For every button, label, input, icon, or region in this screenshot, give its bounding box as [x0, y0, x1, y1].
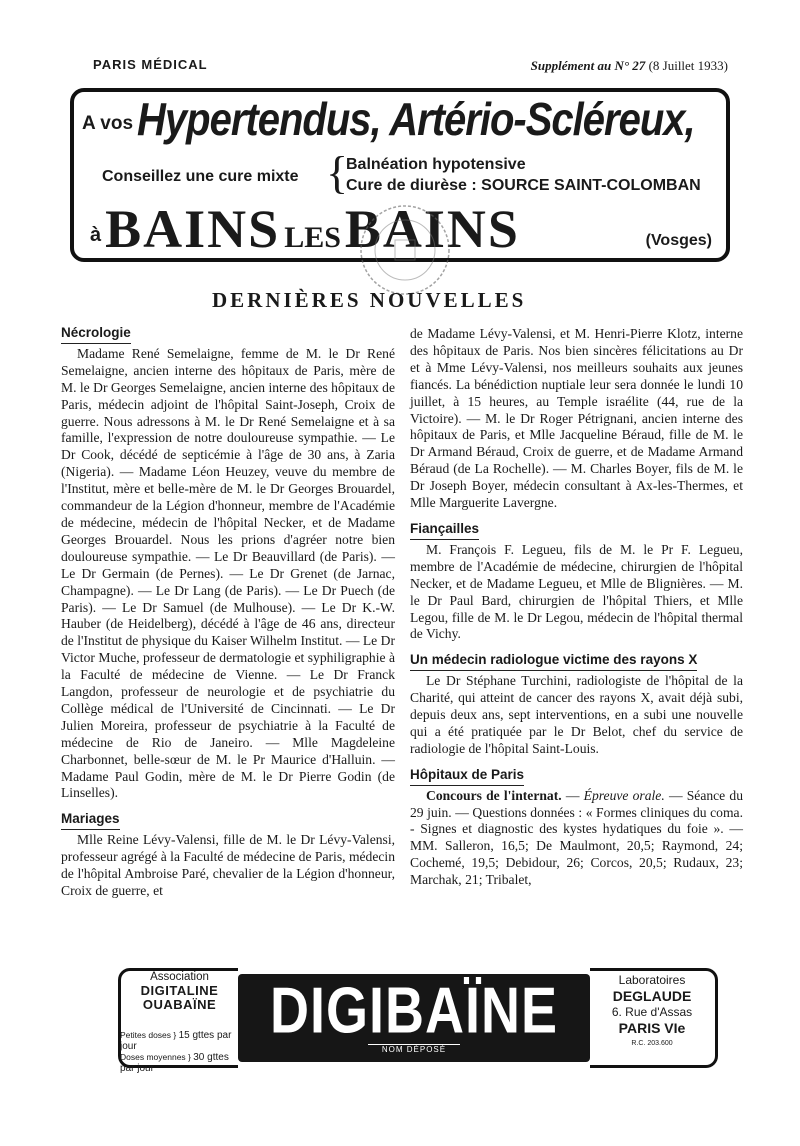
dose-mid-label: Doses moyennes — [120, 1052, 186, 1062]
heading-hopitaux: Hôpitaux de Paris — [410, 767, 524, 786]
lab-line-4: PARIS VIe — [618, 1020, 686, 1036]
advert-prefix: A vos — [82, 113, 134, 134]
brace-glyph: { — [326, 147, 349, 198]
running-header-issue — [531, 58, 728, 74]
lab-line-5: R.C. 203.600 — [631, 1040, 673, 1047]
advert-digibaine — [118, 968, 718, 1074]
issue-number: Supplément au N° 27 — [530, 58, 646, 73]
advert-a: à — [90, 224, 102, 246]
running-header-journal: PARIS MÉDICAL — [93, 57, 208, 72]
assoc-line-3: OUABAÏNE — [142, 997, 217, 1012]
advert-bains-2: BAINS — [344, 199, 520, 259]
column-right — [410, 326, 743, 893]
lab-line-2: DEGLAUDE — [612, 988, 692, 1004]
advert-region: (Vosges) — [645, 232, 712, 249]
heading-fiancailles: Fiançailles — [410, 521, 479, 540]
advert-les: LES — [284, 221, 341, 254]
advert-headline-line — [82, 94, 695, 146]
advert-cures — [346, 154, 701, 196]
paragraph-mariages-continued: de Madame Lévy-Valensi, et M. Henri-Pierre Klotz, interne des hôpitaux de Paris. Nos bien sincères félicitations au Dr et à Mme Lévy-Valensi, nos meilleurs souhaits aux jeunes fiancés. La bénédiction nuptiale leur sera donnée le lundi 10 juillet, à 15 heures, au Temple israélite (44, rue de la Victoire). — M. le Dr Roger Pétrignani, ancien interne des hôpitaux de Paris, et Mlle Jacqueline Béraud, fille de M. le Dr Armand Béraud, Croix de guerre, et de Madame Armand Béraud (de La Rochelle). — M. Charles Boyer, fils de M. le Dr Joseph Boyer, médecin consultant à Ax-les-Thermes, et Mlle Marguerite Lavergne. — [410, 326, 743, 511]
advert-cure-1: Balnéation hypotensive — [346, 156, 526, 173]
advert-cure-2: Cure de diurèse : SOURCE SAINT-COLOMBAN — [346, 177, 701, 194]
issue-date: (8 Juillet 1933) — [648, 58, 728, 73]
advert-advice: Conseillez une cure mixte — [102, 168, 299, 185]
advert-town-line — [90, 198, 520, 260]
section-title: DERNIÈRES NOUVELLES — [212, 288, 527, 312]
advert-headline: Hypertendus, Artério-Scléreux, — [137, 94, 695, 146]
lab-line-3: 6. Rue d'Assas — [611, 1005, 693, 1019]
concours-label: Concours de l'internat. — [426, 787, 562, 803]
dose-small-value: 15 gttes par jour — [120, 1030, 232, 1052]
heading-mariages: Mariages — [61, 811, 120, 830]
dose-mid: Doses moyennes } 30 gttes par jour — [120, 1052, 229, 1074]
dose-small: Petites doses } 15 gttes par jour — [120, 1030, 232, 1052]
paragraph-fiancailles: M. François F. Legueu, fils de M. le Pr F. Legueu, membre de l'Académie de médecine, chirurgien de l'hôpital Necker, et de Madame Legueu, et Mlle de Blignières. — M. le Dr Paul Bard, chirurgien de l'hôpital Thiers, et Mlle Legou, fille de M. le Dr Legou, médecin de l'hôpital thermal de Vichy. — [410, 541, 743, 642]
column-left — [61, 325, 395, 904]
hopitaux-text: — Séance du 29 juin. — Questions données : « Formes cliniques du coma. - Signes et diagnostic des kystes hydatiques du foie ». — MM. Salleron, 16,5; De Maulmont, 20,5; Raymond, 24; Cochemé, 19,5; Debidour, 26; Corcos, 20,5; Rudaux, 23; Marchak, 21; Tribalet, — [410, 787, 744, 888]
assoc-line-1: Association — [150, 971, 209, 983]
assoc-line-2: DIGITALINE — [140, 983, 219, 998]
advert-brand: DIGIBAÏNE — [269, 975, 559, 1047]
advert-bains-1: BAINS — [105, 199, 281, 259]
heading-necrologie: Nécrologie — [61, 325, 131, 344]
library-stamp-icon — [355, 200, 455, 300]
paragraph-hopitaux: Concours de l'internat. — Épreuve orale. — Séance du 29 juin. — Questions données : « Formes cliniques du coma. - Signes et diagnostic des kystes hydatiques du foie ». — MM. Salleron, 16,5; De Maulmont, 20,5; Raymond, 24; Cochemé, 19,5; Debidour, 26; Corcos, 20,5; Rudaux, 23; Marchak, 21; Tribalet, — [410, 787, 744, 888]
advert-association — [122, 970, 237, 1012]
advert-deposit: NOM DÉPOSÉ — [368, 1044, 460, 1054]
advert-dosage — [120, 1030, 238, 1074]
lab-line-1: Laboratoires — [618, 973, 686, 987]
dose-mid-value: 30 gttes par jour — [120, 1052, 229, 1074]
epreuve-label: Épreuve orale. — [583, 787, 665, 803]
advert-brand-panel — [238, 974, 590, 1062]
dose-small-label: Petites doses — [120, 1030, 172, 1040]
paragraph-radiologue: Le Dr Stéphane Turchini, radiologiste de l'hôpital de la Charité, qui atteint de cancer des rayons X, avait déjà subi, depuis deux ans, sept interventions, en a subi une nouvelle qui a été pratiquée par le Dr Belot, chef du service de radiologie de l'hôpital Saint-Louis. — [410, 673, 743, 756]
advert-laboratory — [592, 972, 712, 1052]
heading-radiologue: Un médecin radiologue victime des rayons X — [410, 652, 697, 671]
paragraph-necrologie: Madame René Semelaigne, femme de M. le Dr René Semelaigne, ancien interne des hôpitaux de Paris, mère de M. le Dr Georges Semelaigne, ancien interne des hôpitaux de Paris, médecin adjoint de l'hôpital Saint-Joseph, Croix de guerre. Nous adressons à M. le Dr René Semelaigne et à sa famille, l'expression de notre douloureuse sympathie. — Le Dr Cook, décédé de septicémie à l'âge de 30 ans, à Zaria (Nigeria). — Madame Léon Heuzey, veuve du membre de l'Institut, mère et belle-mère de M. le Dr Georges Brouardel, commandeur de la Légion d'honneur, membre de l'Académie de médecine, médecin de l'hôpital Necker, et de Madame Georges Brouardel. Nous les prions d'agréer notre bien douloureuse sympathie. — Le Dr Beauvillard (de Paris). — Le Dr Germain (de Pernes). — Le Dr Grenet (de Jarnac, Champagne). — Le Dr Lang (de Paris). — Le Dr Puech (de Paris). — Le Dr Samuel (de Mulhouse). — Le Dr K.-W. Hauber (de Heidelberg), décédé à l'âge de 46 ans, directeur de l'Institut de physique du Kaiser Wilhelm Institut. — Le Dr Victor Muche, professeur de dermatologie et syphiligraphie à la Faculté de médecine de Vienne. — Le Dr Franck Langdon, professeur de neurologie et de psychiatrie du Collège médical de l'Université de Cincinnati. — Le Dr Julien Moreira, professeur de psychiatrie à la Faculté de médecine de Rio de Janeiro. — Mlle Magdeleine Charbonnet, belle-sœur de M. le Pr Maurice d'Halluin. — Madame Paul Godin, mère de M. le Dr Pierre Godin (de Linselles). — [61, 345, 395, 801]
paragraph-mariages: Mlle Reine Lévy-Valensi, fille de M. le Dr Lévy-Valensi, professeur agrégé à la Faculté de médecine de Paris, médecin de l'hôpital Ambroise Paré, chevalier de la Légion d'honneur, Croix de guerre, et — [61, 832, 395, 898]
